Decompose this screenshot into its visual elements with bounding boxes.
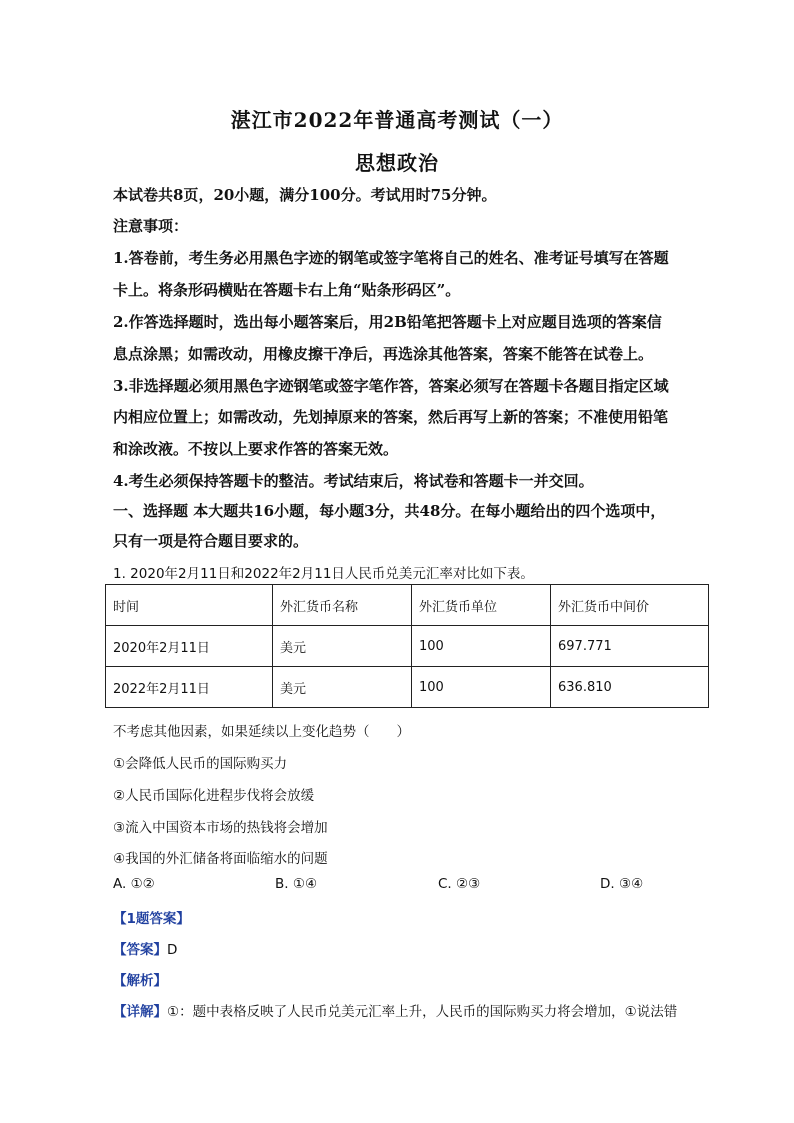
instruction-line: 1.答卷前，考生务必用黑色字迹的钢笔或签字笔将自己的姓名、准考证号填写在答题 [113, 249, 669, 267]
table-header-cell: 外汇货币中间价 [551, 585, 709, 626]
option-c: C. ②③ [438, 876, 481, 892]
instruction-line: 息点涂黑；如需改动，用橡皮擦干净后，再选涂其他答案，答案不能答在试卷上。 [113, 345, 654, 363]
table-cell: 2020年2月11日 [106, 626, 273, 667]
instruction-line: 和涂改液。不按以上要求作答的答案无效。 [113, 440, 399, 458]
answer-line [113, 938, 713, 958]
section-heading: 一、选择题 本大题共16小题，每小题3分，共48分。在每小题给出的四个选项中， [113, 502, 666, 520]
analysis-label: 【解析】 [113, 973, 167, 989]
statement: ④我国的外汇储备将面临缩水的问题 [113, 851, 328, 867]
exam-title: 湛江市2022年普通高考测试（一） [230, 108, 564, 132]
statement: ①会降低人民币的国际购买力 [113, 756, 288, 772]
answer-value: D [167, 942, 178, 958]
notice-heading: 注意事项： [113, 217, 189, 235]
answer-label: 【答案】 [113, 942, 167, 958]
table-cell: 636.810 [551, 667, 709, 708]
table-cell: 2022年2月11日 [106, 667, 273, 708]
instruction-line: 3.非选择题必须用黑色字迹钢笔或签字笔作答，答案必须写在答题卡各题目指定区域 [113, 377, 669, 395]
table-row [106, 626, 709, 667]
option-a: A. ①② [113, 876, 155, 892]
question-prompt: 不考虑其他因素，如果延续以上变化趋势（ ） [113, 724, 410, 740]
table-cell: 697.771 [551, 626, 709, 667]
subject-title: 思想政治 [355, 151, 439, 175]
instruction-line: 4.考生必须保持答题卡的整洁。考试结束后，将试卷和答题卡一并交回。 [113, 472, 594, 490]
detail-label: 【详解】 [113, 1004, 167, 1020]
detail-line [113, 1000, 713, 1020]
instruction-line: 卡上。将条形码横贴在答题卡右上角“贴条形码区”。 [113, 281, 461, 299]
exam-intro: 本试卷共8页，20小题，满分100分。考试用时75分钟。 [113, 186, 497, 204]
table-header-cell: 时间 [106, 585, 273, 626]
table-cell: 美元 [273, 626, 412, 667]
option-d: D. ③④ [600, 876, 644, 892]
statement: ③流入中国资本市场的热钱将会增加 [113, 820, 328, 836]
section-heading-cont: 只有一项是符合题目要求的。 [113, 532, 309, 550]
instruction-line: 内相应位置上；如需改动，先划掉原来的答案，然后再写上新的答案；不准使用铅笔 [113, 408, 669, 426]
table-cell: 100 [412, 626, 551, 667]
instruction-line: 2.作答选择题时，选出每小题答案后，用2B铅笔把答题卡上对应题目选项的答案信 [113, 313, 662, 331]
exchange-rate-table [105, 584, 709, 708]
answer-heading: 【1题答案】 [113, 911, 190, 927]
detail-text: ①：题中表格反映了人民币兑美元汇率上升，人民币的国际购买力将会增加，①说法错 [167, 1004, 678, 1020]
table-cell: 美元 [273, 667, 412, 708]
table-header-cell: 外汇货币名称 [273, 585, 412, 626]
table-row [106, 667, 709, 708]
option-b: B. ①④ [275, 876, 318, 892]
table-header-cell: 外汇货币单位 [412, 585, 551, 626]
question-stem: 1. 2020年2月11日和2022年2月11日人民币兑美元汇率对比如下表。 [113, 566, 534, 582]
table-header-row [106, 585, 709, 626]
statement: ②人民币国际化进程步伐将会放缓 [113, 788, 315, 804]
table-cell: 100 [412, 667, 551, 708]
